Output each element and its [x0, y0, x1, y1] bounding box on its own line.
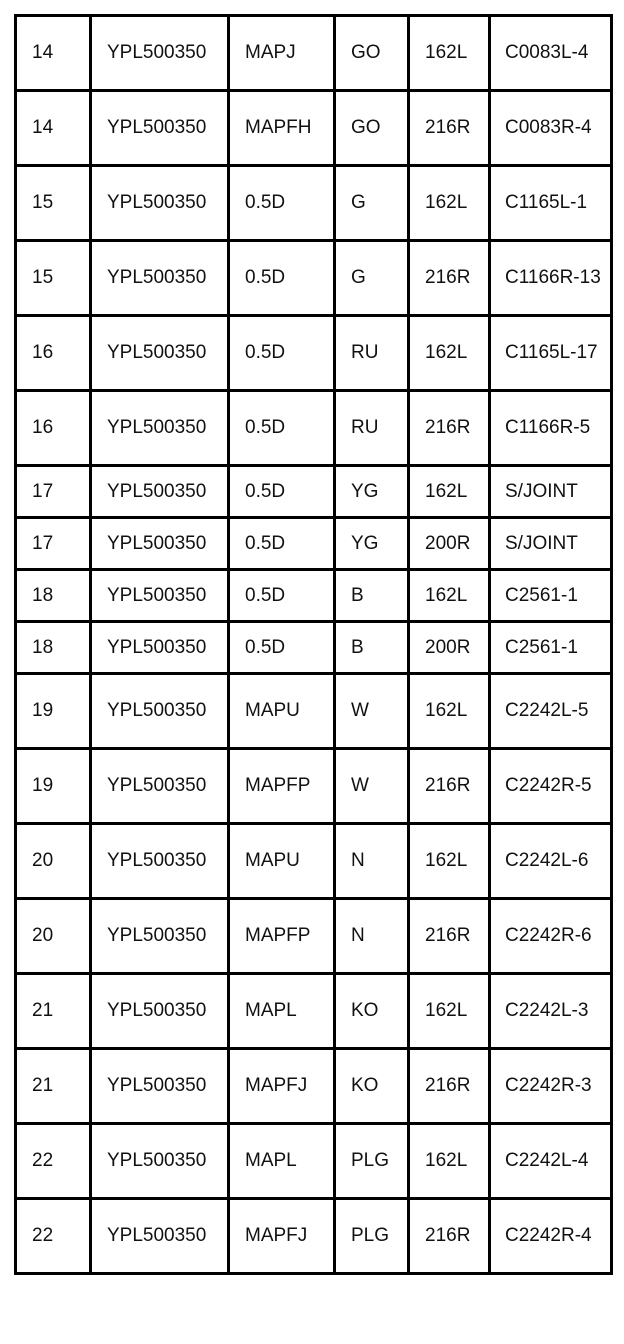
size-cell: 162L [409, 166, 490, 241]
table-row [16, 1199, 612, 1274]
table-row [16, 316, 612, 391]
part-number-cell: YPL500350 [91, 974, 229, 1049]
color-code-cell: YG [335, 466, 409, 518]
row-number-cell: 16 [16, 316, 91, 391]
table-row [16, 16, 612, 91]
size-cell: 216R [409, 749, 490, 824]
table-row [16, 974, 612, 1049]
row-number-cell: 16 [16, 391, 91, 466]
color-code-cell: KO [335, 1049, 409, 1124]
table-row [16, 466, 612, 518]
color-code-cell: W [335, 749, 409, 824]
type-cell: 0.5D [229, 622, 335, 674]
color-code-cell: G [335, 166, 409, 241]
color-code-cell: RU [335, 391, 409, 466]
item-code-cell: C1166R-5 [490, 391, 612, 466]
size-cell: 200R [409, 622, 490, 674]
type-cell: MAPU [229, 824, 335, 899]
table-row [16, 749, 612, 824]
color-code-cell: GO [335, 16, 409, 91]
color-code-cell: PLG [335, 1199, 409, 1274]
color-code-cell: KO [335, 974, 409, 1049]
size-cell: 216R [409, 391, 490, 466]
color-code-cell: YG [335, 518, 409, 570]
table-row [16, 1124, 612, 1199]
color-code-cell: RU [335, 316, 409, 391]
table-row [16, 674, 612, 749]
row-number-cell: 22 [16, 1124, 91, 1199]
part-number-cell: YPL500350 [91, 570, 229, 622]
size-cell: 162L [409, 824, 490, 899]
size-cell: 162L [409, 1124, 490, 1199]
item-code-cell: C1166R-13 [490, 241, 612, 316]
color-code-cell: B [335, 570, 409, 622]
type-cell: 0.5D [229, 570, 335, 622]
table-row [16, 166, 612, 241]
color-code-cell: GO [335, 91, 409, 166]
color-code-cell: PLG [335, 1124, 409, 1199]
size-cell: 216R [409, 1199, 490, 1274]
color-code-cell: G [335, 241, 409, 316]
part-number-cell: YPL500350 [91, 316, 229, 391]
item-code-cell: C1165L-1 [490, 166, 612, 241]
item-code-cell: C2561-1 [490, 622, 612, 674]
row-number-cell: 15 [16, 166, 91, 241]
part-number-cell: YPL500350 [91, 466, 229, 518]
type-cell: MAPU [229, 674, 335, 749]
row-number-cell: 17 [16, 466, 91, 518]
type-cell: MAPL [229, 974, 335, 1049]
size-cell: 162L [409, 16, 490, 91]
item-code-cell: C2242L-5 [490, 674, 612, 749]
item-code-cell: C2242L-4 [490, 1124, 612, 1199]
part-number-cell: YPL500350 [91, 899, 229, 974]
size-cell: 216R [409, 1049, 490, 1124]
type-cell: 0.5D [229, 166, 335, 241]
size-cell: 162L [409, 466, 490, 518]
row-number-cell: 18 [16, 570, 91, 622]
type-cell: MAPFP [229, 899, 335, 974]
item-code-cell: C0083R-4 [490, 91, 612, 166]
table-row [16, 622, 612, 674]
part-number-cell: YPL500350 [91, 622, 229, 674]
part-number-cell: YPL500350 [91, 1049, 229, 1124]
item-code-cell: C2242R-5 [490, 749, 612, 824]
type-cell: 0.5D [229, 518, 335, 570]
size-cell: 162L [409, 316, 490, 391]
row-number-cell: 18 [16, 622, 91, 674]
item-code-cell: C2242L-3 [490, 974, 612, 1049]
table-row [16, 899, 612, 974]
part-number-cell: YPL500350 [91, 16, 229, 91]
row-number-cell: 20 [16, 899, 91, 974]
item-code-cell: C2242R-6 [490, 899, 612, 974]
size-cell: 200R [409, 518, 490, 570]
size-cell: 216R [409, 241, 490, 316]
type-cell: MAPJ [229, 16, 335, 91]
parts-table [14, 14, 613, 1275]
item-code-cell: C2242R-4 [490, 1199, 612, 1274]
item-code-cell: C2242L-6 [490, 824, 612, 899]
part-number-cell: YPL500350 [91, 749, 229, 824]
size-cell: 162L [409, 570, 490, 622]
item-code-cell: C2561-1 [490, 570, 612, 622]
color-code-cell: B [335, 622, 409, 674]
row-number-cell: 22 [16, 1199, 91, 1274]
part-number-cell: YPL500350 [91, 824, 229, 899]
type-cell: 0.5D [229, 391, 335, 466]
type-cell: MAPFP [229, 749, 335, 824]
color-code-cell: N [335, 824, 409, 899]
size-cell: 162L [409, 674, 490, 749]
part-number-cell: YPL500350 [91, 166, 229, 241]
part-number-cell: YPL500350 [91, 1199, 229, 1274]
size-cell: 162L [409, 974, 490, 1049]
item-code-cell: S/JOINT [490, 518, 612, 570]
color-code-cell: W [335, 674, 409, 749]
item-code-cell: C2242R-3 [490, 1049, 612, 1124]
table-body [16, 16, 612, 1274]
type-cell: MAPFJ [229, 1199, 335, 1274]
item-code-cell: C0083L-4 [490, 16, 612, 91]
row-number-cell: 19 [16, 749, 91, 824]
part-number-cell: YPL500350 [91, 241, 229, 316]
type-cell: MAPFH [229, 91, 335, 166]
table-row [16, 391, 612, 466]
item-code-cell: C1165L-17 [490, 316, 612, 391]
type-cell: MAPFJ [229, 1049, 335, 1124]
table-row [16, 518, 612, 570]
part-number-cell: YPL500350 [91, 674, 229, 749]
table-row [16, 824, 612, 899]
item-code-cell: S/JOINT [490, 466, 612, 518]
type-cell: MAPL [229, 1124, 335, 1199]
row-number-cell: 19 [16, 674, 91, 749]
type-cell: 0.5D [229, 241, 335, 316]
table-row [16, 570, 612, 622]
part-number-cell: YPL500350 [91, 91, 229, 166]
part-number-cell: YPL500350 [91, 391, 229, 466]
type-cell: 0.5D [229, 316, 335, 391]
row-number-cell: 14 [16, 91, 91, 166]
table-row [16, 1049, 612, 1124]
table-row [16, 91, 612, 166]
row-number-cell: 17 [16, 518, 91, 570]
row-number-cell: 15 [16, 241, 91, 316]
row-number-cell: 21 [16, 974, 91, 1049]
color-code-cell: N [335, 899, 409, 974]
row-number-cell: 20 [16, 824, 91, 899]
row-number-cell: 21 [16, 1049, 91, 1124]
table-row [16, 241, 612, 316]
part-number-cell: YPL500350 [91, 518, 229, 570]
type-cell: 0.5D [229, 466, 335, 518]
part-number-cell: YPL500350 [91, 1124, 229, 1199]
row-number-cell: 14 [16, 16, 91, 91]
size-cell: 216R [409, 899, 490, 974]
size-cell: 216R [409, 91, 490, 166]
